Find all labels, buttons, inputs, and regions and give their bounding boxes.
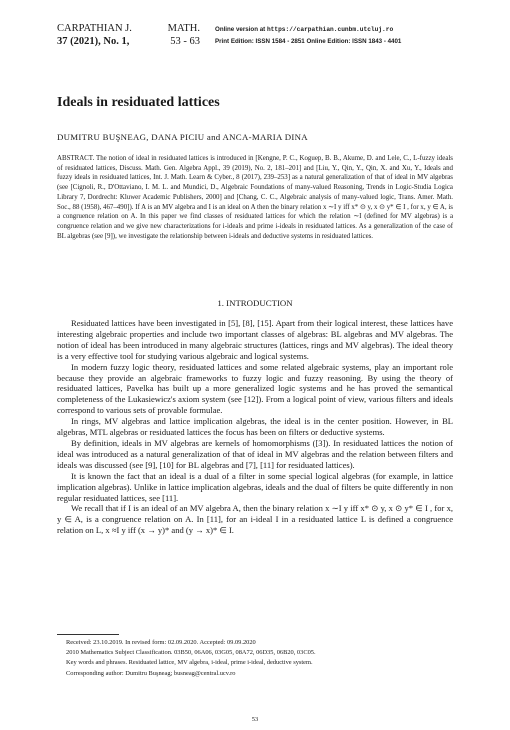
paragraph: We recall that if I is an ideal of an MV algebra A, then the binary relation x ∼I y iff x* ⊙ y, x ⊙ y* ∈ I , for x, y ∈ A, is a congruence relation on A. In [11], for an i-ideal I in a residuated lattice L is defined a congruence relation on L, x ≈I y iff (x → y)* and (y → x)* ∈ I.	[57, 503, 453, 536]
paragraph: By definition, ideals in MV algebras are kernels of homomorphisms ([3]). In residuated lattices the notion of ideal was introduced as a natural generalization of that of ideal in MV algebras and the relation between filters and ideals was discussed (see [9], [10] for BL algebras and [7], [11] for residuated lattices).	[57, 437, 453, 470]
footnote-msc: 2010 Mathematics Subject Classification. 03B50, 06A06, 03G05, 08A72, 06D35, 06B20, 03C05.	[66, 649, 316, 657]
journal-header-right	[215, 24, 401, 48]
journal-name: CARPATHIAN J.	[57, 23, 132, 34]
journal-header-left	[57, 22, 132, 48]
footnote-rule	[57, 634, 119, 635]
abstract-label: ABSTRACT.	[57, 155, 95, 162]
footnotes	[66, 638, 456, 679]
abstract	[57, 154, 453, 241]
page-number: 53	[251, 716, 259, 723]
volume-issue: 37 (2021), No. 1,	[57, 36, 130, 47]
online-url[interactable]: https://carpathian.cunbm.utcluj.ro	[266, 26, 394, 33]
footnote-corresponding: Corresponding author: Dumitru Buşneag; busneag@central.ucv.ro	[66, 669, 236, 677]
paragraph: It is known the fact that an ideal is a dual of a filter in some special logical algebras (for example, in lattice implication algebras). Unlike in lattice implication algebras, ideals and the dual of filters be quite differently in non regular residuated lattices, see [11].	[57, 470, 453, 503]
paper-authors: DUMITRU BUŞNEAG, DANA PICIU and ANCA-MARIA DINA	[57, 132, 308, 142]
paragraph: Residuated lattices have been investigated in [5], [8], [15]. Apart from their logical interest, these lattices have interesting algebraic properties and include two important classes of algebras: BL algebras and MV algebras. The notion of ideal has been introduced in many algebraic structures (lattices, rings and MV algebras). The ideal theory is a very effective tool for studying various algebraic and logical systems.	[57, 318, 453, 361]
paragraph: In rings, MV algebras and lattice implication algebras, the ideal is in the center position. However, in BL algebras, MTL algebras or residuated lattices the focus has been on filters or deductive systems.	[57, 416, 453, 438]
abstract-text: The notion of ideal in residuated lattices is introduced in [Kengne, P. C., Koguep, B. B., Akume, D. and Lele, C., L-fuzzy ideals of residuated lattices, Discuss. Math. Gen. Algebra Appl., 39 (2019), No. 2, 181–201] and [Liu, Y., Qin, Y., Qin, X. and Xu, Y., Ideals and fuzzy ideals in residuated lattices, Int. J. Math. Learn & Cyber., 8 (2017), 239–253] as a natural generalization of that of ideal in MV algebras (see [Cignoli, R., D'Ottaviano, I. M. L. and Mundici, D., Algebraic Foundations of many-valued Reasoning, Trends in Logic-Studia Logica Library 7, Dordrecht: Kluwer Academic Publishers, 2000] and [Chang, C. C., Algebraic analysis of many-valued logic, Trans. Amer. Math. Soc., 88 (1958), 467–490]). If A is an MV algebra and I is an ideal on A then the binary relation x ∼I y iff x* ⊙ y, x ⊙ y* ∈ I , for x, y ∈ A, is a congruence relation on A. In this paper we find classes of residuated lattices for which the relation ∼I (defined for MV algebras) is a congruence relation and we give new characterizations for i-ideals and prime i-ideals in residuated lattices. As a generalization of the case of BL algebras (see [9]), we investigate the relationship between i-ideals and deductive systems in residuated lattices.	[57, 155, 453, 240]
footnote-received: Received: 23.10.2019. In revised form: 02.09.2020. Accepted: 09.09.2020	[66, 639, 256, 646]
paper-title: Ideals in residuated lattices	[57, 95, 220, 110]
section-heading: 1. INTRODUCTION	[217, 298, 293, 308]
online-label: Online version at	[215, 26, 266, 33]
print-edition: Print Edition: ISSN 1584 - 2851 Online Edition: ISSN 1843 - 4401	[215, 38, 402, 45]
introduction-body	[57, 318, 453, 536]
journal-header-mid	[160, 22, 200, 48]
journal-subject: MATH.	[167, 23, 200, 34]
page-range: 53 - 63	[170, 36, 200, 47]
paragraph: In modern fuzzy logic theory, residuated lattices and some related algebraic systems, play an important role because they provide an algebraic frameworks to fuzzy logic and fuzzy reasoning. By using the theory of residuated lattices, Pavelka has built up a more generalized logic systems and he has proved the semantical completeness of the Lukasiewicz's axiom system (see [12]). From a logical point of view, various filters and ideals correspond to various sets of provable formulae.	[57, 361, 453, 416]
footnote-keywords: Key words and phrases. Residuated lattice, MV algebra, i-ideal, prime i-ideal, deductive system.	[66, 659, 313, 667]
